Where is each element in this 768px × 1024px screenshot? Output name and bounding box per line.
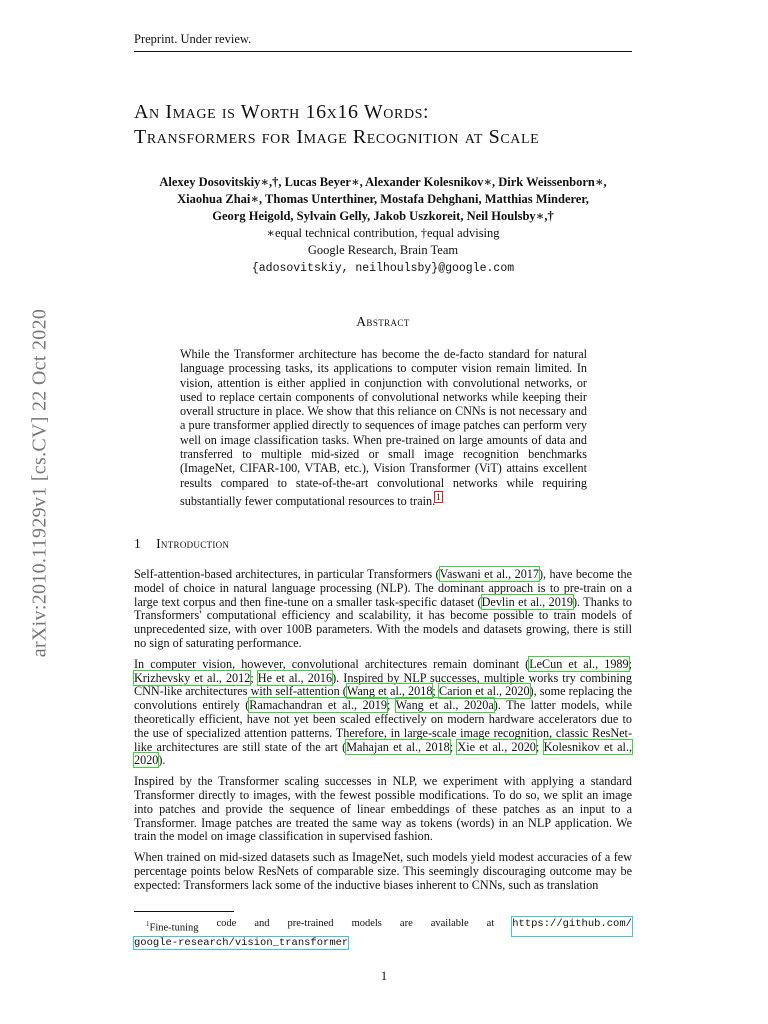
affiliation: Google Research, Brain Team bbox=[307, 243, 459, 257]
citation-link[interactable]: Krizhevsky et al., 2012 bbox=[134, 670, 251, 685]
introduction-body bbox=[134, 568, 632, 900]
footnote-word: and bbox=[254, 918, 270, 929]
citation-link[interactable]: Vaswani et al., 2017 bbox=[439, 567, 539, 581]
footnote-second-line bbox=[134, 936, 632, 950]
title-line-2: Transformers for Image Recognition at Scale bbox=[134, 126, 540, 148]
section-heading-introduction bbox=[134, 536, 229, 552]
footnote-word: are bbox=[399, 918, 413, 929]
paragraph-text: ). Inspired by NLP successes, multiple works try combining CNN-like architectures with self-attention ( bbox=[134, 670, 632, 699]
citation-link[interactable]: Devlin et al., 2019 bbox=[481, 594, 573, 609]
citation-link[interactable]: Kolesnikov et al., 2020 bbox=[134, 739, 633, 768]
author-notes: ∗equal technical contribution, †equal advising bbox=[266, 226, 500, 240]
footnote-word-text: Fine-tuning bbox=[149, 922, 199, 934]
arxiv-identifier-text: arXiv:2010.11929v1 [cs.CV] 22 Oct 2020 bbox=[28, 308, 51, 658]
running-header: Preprint. Under review. bbox=[134, 32, 632, 52]
author-block bbox=[134, 174, 632, 277]
abstract-heading: Abstract bbox=[356, 314, 410, 329]
paragraph-text: ). Thanks to Transformers' computational efficiency and scalability, it has become possible to train models of unprecedented size, with over 100B parameters. With the models and datasets growing, there is still no sign of saturating performance. bbox=[134, 594, 632, 650]
paragraph-text: Self-attention-based architectures, in particular Transformers ( bbox=[134, 567, 440, 581]
citation-link[interactable]: Carion et al., 2020 bbox=[438, 684, 530, 699]
footnote-word: at bbox=[486, 918, 495, 929]
author-line-3: Georg Heigold, Sylvain Gelly, Jakob Uszkoreit, Neil Houlsby∗,† bbox=[212, 209, 554, 223]
section-number: 1 bbox=[134, 536, 141, 551]
paragraph-2 bbox=[134, 658, 632, 768]
citation-link[interactable]: Ramachandran et al., 2019 bbox=[249, 698, 387, 713]
footnote-word bbox=[146, 917, 199, 936]
footnote-url-link[interactable]: https://github.com/ bbox=[512, 917, 632, 936]
paragraph-text: ; bbox=[449, 739, 458, 754]
author-email: {adosovitskiy, neilhoulsby}@google.com bbox=[251, 262, 515, 275]
footnote-word: code bbox=[216, 918, 237, 929]
paper-title bbox=[134, 100, 654, 150]
paragraph-text: ; bbox=[628, 656, 632, 671]
section-title: Introduction bbox=[156, 536, 230, 551]
footnote bbox=[134, 917, 632, 950]
footnote-first-line bbox=[134, 917, 632, 936]
citation-link[interactable]: LeCun et al., 1989 bbox=[529, 656, 629, 671]
citation-link[interactable]: Mahajan et al., 2018 bbox=[346, 739, 450, 754]
page-number: 1 bbox=[380, 969, 388, 983]
paragraph-text: In computer vision, however, convolutional architectures remain dominant ( bbox=[134, 656, 530, 671]
citation-link[interactable]: Xie et al., 2020 bbox=[457, 739, 536, 754]
footnote-word: pre-trained bbox=[287, 918, 334, 929]
footnote-mark: 1 bbox=[146, 920, 150, 928]
paragraph-3: Inspired by the Transformer scaling successes in NLP, we experiment with applying a standard Transformer directly to images, with the fewest possible modifications. To do so, we split an image into patches and provide the sequence of linear embeddings of these patches as an input to a Transformer. Image patches are treated the same way as tokens (words) in an NLP application. We train the model on image classification in supervised fashion. bbox=[134, 774, 632, 844]
citation-link[interactable]: Wang et al., 2018 bbox=[346, 684, 433, 699]
title-line-1: An Image is Worth 16x16 Words: bbox=[134, 101, 430, 123]
author-line-2: Xiaohua Zhai∗, Thomas Unterthiner, Mostafa Dehghani, Matthias Minderer, bbox=[177, 192, 589, 206]
abstract-body: While the Transformer architecture has become the de-facto standard for natural language processing tasks, its applications to computer vision remain limited. In vision, attention is either applied in conjunction with convolutional networks, or used to replace certain components of convolutional networks while keeping their overall structure in place. We show that this reliance on CNNs is not necessary and a pure transformer applied directly to sequences of image patches can perform very well on image classification tasks. When pre-trained on large amounts of data and transferred to multiple mid-sized or small image recognition benchmarks (ImageNet, CIFAR-100, VTAB, etc.), Vision Transformer (ViT) attains excellent results compared to state-of-the-art convolutional networks while requiring substantially fewer computational resources to train. bbox=[180, 347, 587, 509]
paragraph-text: ), have become the model of choice in natural language processing (NLP). The dominant approach is to pre-train on a large text corpus and then fine-tune on a smaller task-specific dataset ( bbox=[134, 567, 632, 609]
footnote-divider bbox=[134, 911, 234, 912]
paragraph-text: ; bbox=[250, 670, 258, 685]
paragraph-text: ; bbox=[386, 698, 396, 713]
paragraph-text: ). The latter models, while theoretically efficient, have not yet been scaled effectively on modern hardware accelerators due to the use of specialized attention patterns. Therefore, in large-scale image recognition, classic ResNet-like architectures are still state of the art ( bbox=[134, 698, 633, 754]
paragraph-1 bbox=[134, 568, 632, 651]
paragraph-text: ; bbox=[535, 739, 544, 754]
citation-link[interactable]: Wang et al., 2020a bbox=[395, 698, 494, 713]
paragraph-text: ). bbox=[158, 753, 166, 768]
paragraph-text: ), some replacing the convolutions entirely ( bbox=[134, 684, 632, 713]
paragraph-text: ; bbox=[432, 684, 439, 699]
footnote-reference-link[interactable]: 1 bbox=[436, 491, 441, 502]
author-line-1: Alexey Dosovitskiy∗,†, Lucas Beyer∗, Alexander Kolesnikov∗, Dirk Weissenborn∗, bbox=[159, 175, 607, 189]
abstract-text bbox=[180, 347, 587, 508]
citation-link[interactable]: He et al., 2016 bbox=[257, 670, 333, 685]
footnote-word: available bbox=[430, 918, 469, 929]
paragraph-4: When trained on mid-sized datasets such as ImageNet, such models yield modest accuracies of a few percentage points below ResNets of comparable size. This seemingly discouraging outcome may be expected: Transformers lack some of the inductive biases inherent to CNNs, such as translation bbox=[134, 850, 632, 892]
footnote-url-link-continued[interactable]: google-research/vision_transformer bbox=[134, 936, 349, 949]
footnote-word: models bbox=[351, 918, 382, 929]
